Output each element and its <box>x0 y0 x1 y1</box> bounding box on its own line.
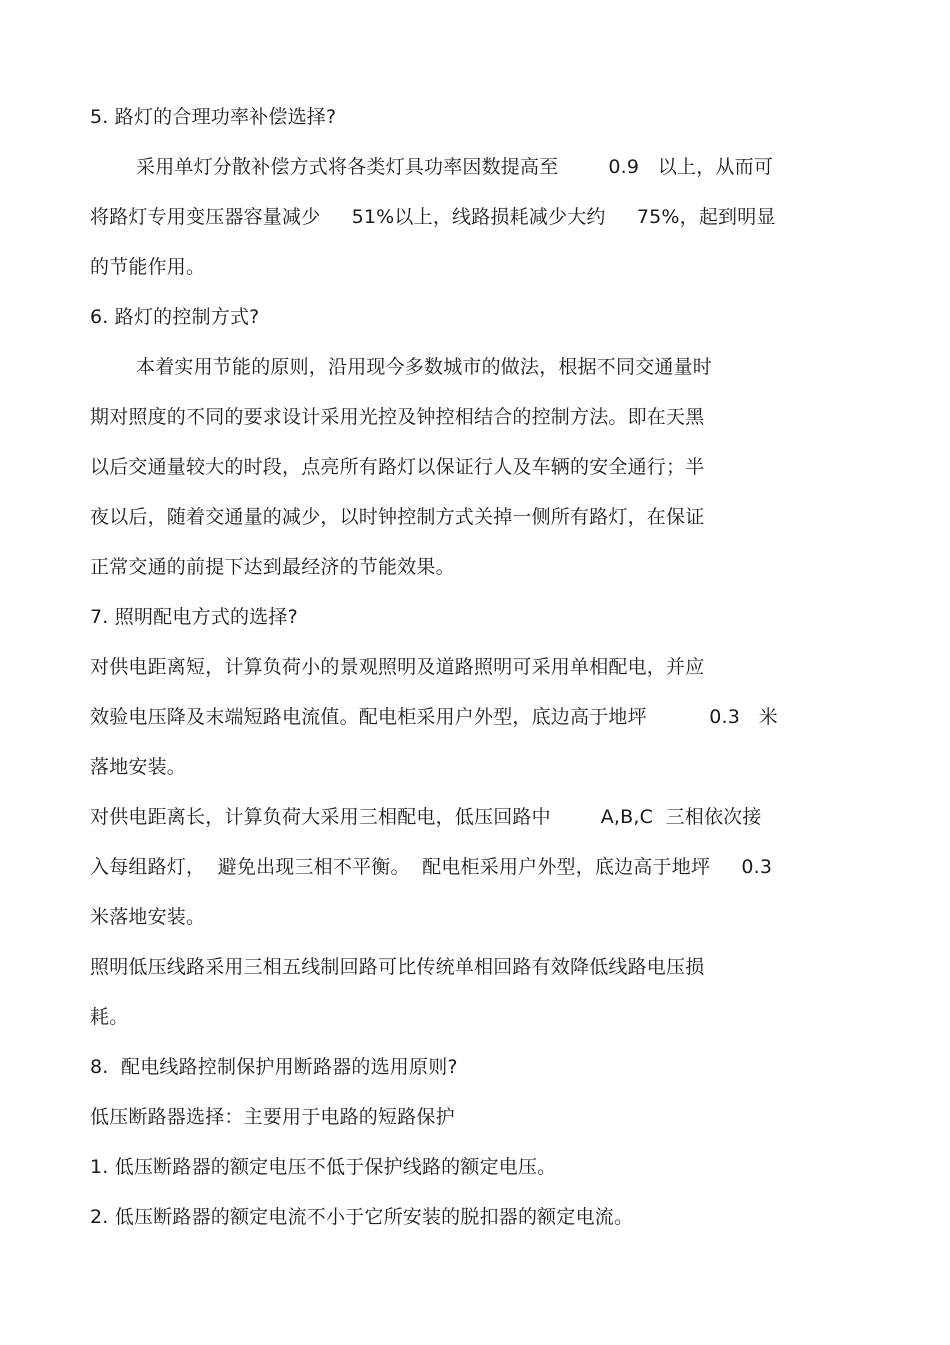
paragraph-line: 耗。 <box>90 1006 129 1028</box>
list-item-1: 1. 低压断路器的额定电压不低于保护线路的额定电压。 <box>90 1156 557 1178</box>
paragraph-line: 对供电距离长，计算负荷大采用三相配电，低压回路中 A,B,C 三相依次接 <box>90 806 762 828</box>
heading-8: 8. 配电线路控制保护用断路器的选用原则? <box>90 1056 458 1078</box>
paragraph-line: 夜以后，随着交通量的减少，以时钟控制方式关掉一侧所有路灯，在保证 <box>90 506 705 528</box>
heading-5: 5. 路灯的合理功率补偿选择? <box>90 106 337 128</box>
paragraph-line: 本着实用节能的原则，沿用现今多数城市的做法，根据不同交通量时 <box>136 356 713 378</box>
heading-7: 7. 照明配电方式的选择? <box>90 606 298 628</box>
heading-6: 6. 路灯的控制方式? <box>90 306 260 328</box>
paragraph-line: 将路灯专用变压器容量减少 51%以上，线路损耗减少大约 75%，起到明显 <box>90 206 776 228</box>
paragraph-line: 期对照度的不同的要求设计采用光控及钟控相结合的控制方法。即在天黑 <box>90 406 705 428</box>
paragraph-line: 米落地安装。 <box>90 906 206 928</box>
paragraph-line: 照明低压线路采用三相五线制回路可比传统单相回路有效降低线路电压损 <box>90 956 705 978</box>
paragraph-line: 效验电压降及末端短路电流值。配电柜采用户外型，底边高于地坪 0.3 米 <box>90 706 778 728</box>
paragraph-line: 入每组路灯， 避免出现三相不平衡。 配电柜采用户外型，底边高于地坪 0.3 <box>90 856 773 878</box>
paragraph-line: 正常交通的前提下达到最经济的节能效果。 <box>90 556 455 578</box>
paragraph-line: 落地安装。 <box>90 756 187 778</box>
paragraph-line: 的节能作用。 <box>90 256 206 278</box>
paragraph-line: 低压断路器选择：主要用于电路的短路保护 <box>90 1106 455 1128</box>
paragraph-line: 对供电距离短，计算负荷小的景观照明及道路照明可采用单相配电，并应 <box>90 656 705 678</box>
paragraph-line: 采用单灯分散补偿方式将各类灯具功率因数提高至 0.9 以上，从而可 <box>136 156 774 178</box>
list-item-2: 2. 低压断路器的额定电流不小于它所安装的脱扣器的额定电流。 <box>90 1206 634 1228</box>
paragraph-line: 以后交通量较大的时段，点亮所有路灯以保证行人及车辆的安全通行；半 <box>90 456 705 478</box>
